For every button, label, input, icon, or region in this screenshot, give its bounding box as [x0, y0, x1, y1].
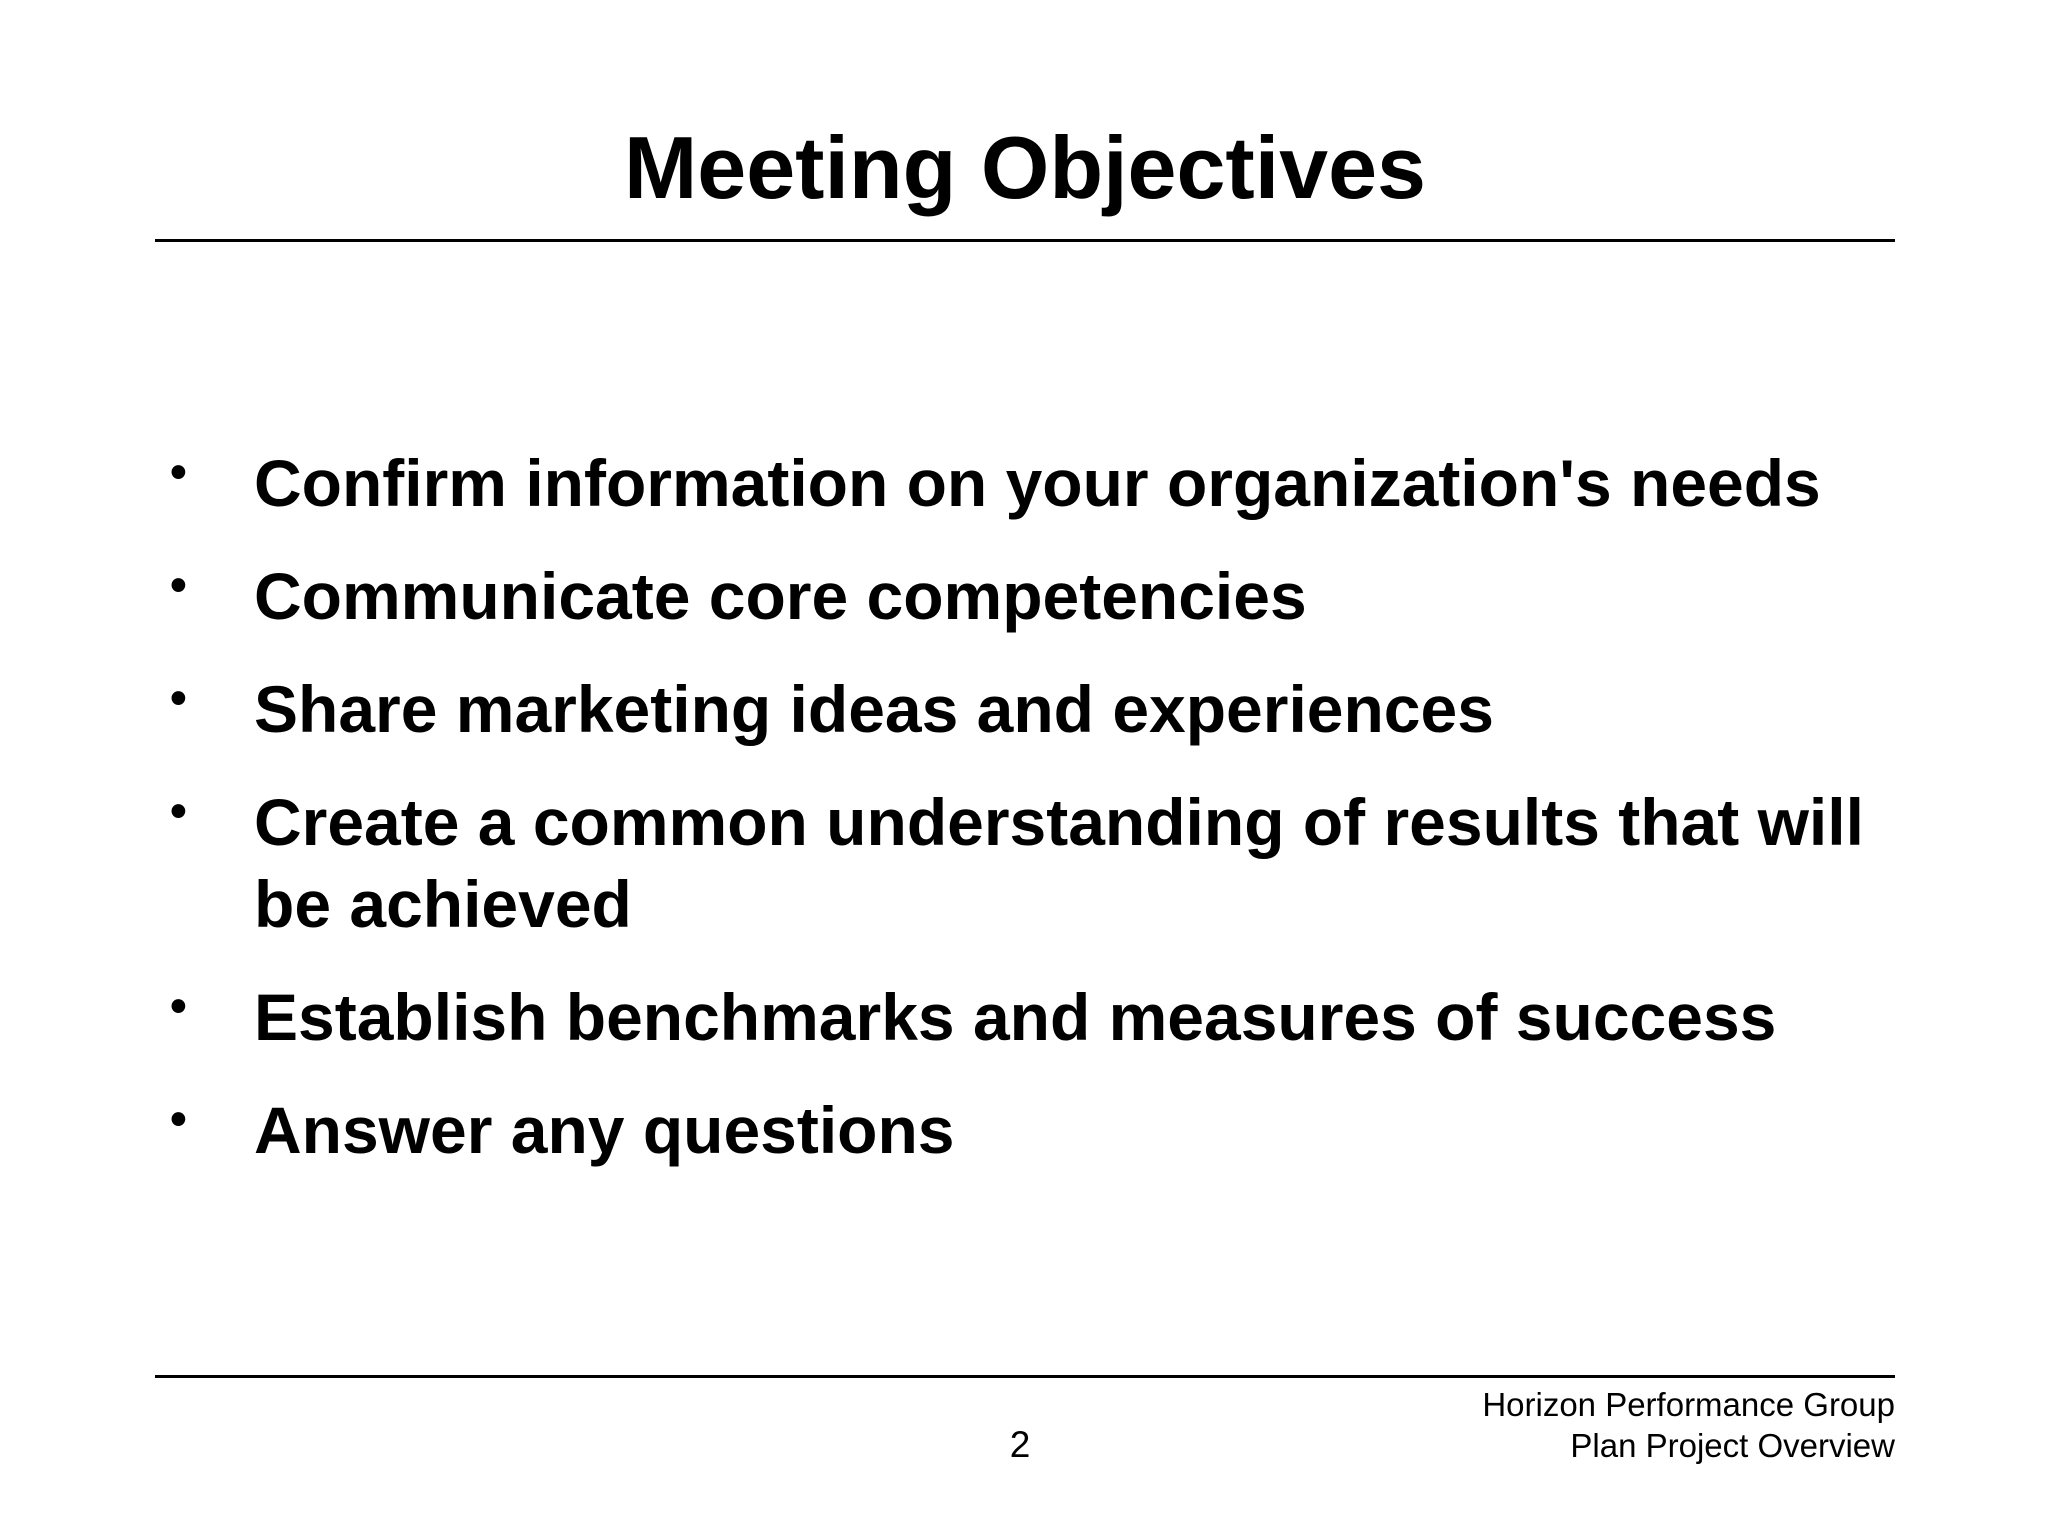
footer-company: Horizon Performance Group: [1482, 1386, 1895, 1423]
bullet-item: [170, 442, 1910, 524]
bullet-item: [170, 1089, 1910, 1171]
bullet-text: Answer any questions: [254, 1093, 955, 1167]
title-divider: [155, 239, 1895, 242]
bullet-text: Create a common understanding of results that will be achieved: [254, 785, 1864, 941]
bullet-icon: •: [170, 785, 187, 838]
bullet-text: Confirm information on your organization's needs: [254, 446, 1821, 520]
slide-title: Meeting Objectives: [623, 118, 1426, 217]
bullet-text: Share marketing ideas and experiences: [254, 672, 1494, 746]
bullet-text: Establish benchmarks and measures of success: [254, 980, 1777, 1054]
footer-divider: [155, 1375, 1895, 1378]
footer-info: [1482, 1384, 1895, 1466]
bullet-icon: •: [170, 980, 187, 1033]
bullet-icon: •: [170, 672, 187, 725]
bullet-item: [170, 781, 1910, 945]
bullet-icon: •: [170, 1093, 187, 1146]
page-number: 2: [1009, 1424, 1031, 1465]
bullet-item: [170, 668, 1910, 750]
bullet-item: [170, 976, 1910, 1058]
bullet-list: [170, 442, 1910, 1202]
bullet-icon: •: [170, 559, 187, 612]
bullet-icon: •: [170, 446, 187, 499]
bullet-item: [170, 555, 1910, 637]
footer-subtitle: Plan Project Overview: [1570, 1427, 1895, 1464]
bullet-text: Communicate core competencies: [254, 559, 1307, 633]
